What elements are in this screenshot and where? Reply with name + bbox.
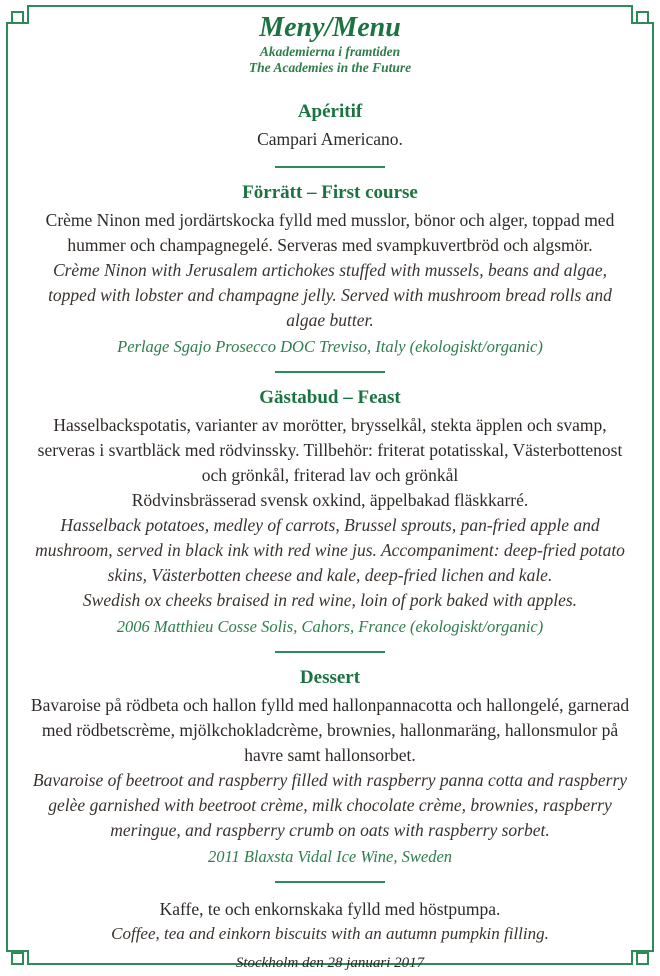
section-feast: [28, 387, 632, 637]
dish-description-sv: Rödvinsbrässerad svensk oxkind, äppelbakad fläskkarré.: [131, 490, 529, 510]
dish-description-sv: Bavaroise på rödbeta och hallon fylld med hallonpannacotta och hallongelé, garnerad med rödbetscrème, mjölkchokladcrème, brownies, hallonmaräng, hallonsmulor på havre samt hallonsorbet.: [30, 695, 630, 765]
dish-description-en: Hasselback potatoes, medley of carrots, Brussel sprouts, pan-fried apple and mushroom, served in black ink with red wine jus. Accompaniment: deep-fried potato skins, Västerbotten cheese and kale, deep-fried lichen and kale.: [35, 515, 625, 585]
section-divider: [275, 881, 385, 883]
section-divider: [275, 651, 385, 653]
date-line: Stockholm den 28 januari 2017: [235, 955, 425, 971]
section-dessert: [28, 667, 632, 867]
wine-pairing: 2011 Blaxsta Vidal Ice Wine, Sweden: [207, 847, 453, 866]
section-heading: Dessert: [299, 667, 361, 688]
section-divider: [275, 166, 385, 168]
section-aperitif: [28, 101, 632, 152]
section-heading: Gästabud – Feast: [259, 387, 401, 408]
subtitle-english: The Academies in the Future: [248, 60, 412, 75]
wine-pairing: 2006 Matthieu Cosse Solis, Cahors, France (ekologiskt/organic): [116, 617, 544, 636]
footer-en: Coffee, tea and einkorn biscuits with an autumn pumpkin filling.: [111, 924, 549, 943]
dish-description-sv: Hasselbackspotatis, varianter av morötter, brysselkål, stekta äpplen och svamp, serveras i svartbläck med rödvinssky. Tillbehör: friterat potatisskal, Västerbottenost och grönkål, friterad lav och grönkål: [37, 415, 623, 485]
subtitle-swedish: Akademierna i framtiden: [259, 44, 401, 59]
dish-description-sv: Crème Ninon med jordärtskocka fylld med musslor, bönor och alger, toppad med hummer och champagnegelé. Serveras med svampkuvertbröd och algsmör.: [45, 210, 615, 255]
section-divider: [275, 371, 385, 373]
section-heading: Förrätt – First course: [242, 182, 418, 203]
section-coffee: [28, 897, 632, 973]
dish-description-en: Crème Ninon with Jerusalem artichokes stuffed with mussels, beans and algae, topped with lobster and champagne jelly. Served with mushroom bread rolls and algae butter.: [48, 260, 612, 330]
section-first-course: [28, 182, 632, 357]
page-title: Meny/Menu: [259, 12, 401, 43]
dish-description-sv: Campari Americano.: [257, 129, 403, 149]
dish-description-en: Bavaroise of beetroot and raspberry filled with raspberry panna cotta and raspberry gelèe garnished with beetroot crème, milk chocolate crème, brownies, raspberry meringue, and raspberry crumb on oats with raspberry sorbet.: [32, 770, 628, 840]
wine-pairing: Perlage Sgajo Prosecco DOC Treviso, Italy (ekologiskt/organic): [117, 337, 543, 356]
section-heading: Apéritif: [297, 101, 363, 122]
footer-sv: Kaffe, te och enkornskaka fylld med höstpumpa.: [159, 899, 501, 919]
dish-description-en: Swedish ox cheeks braised in red wine, loin of pork baked with apples.: [82, 590, 578, 610]
